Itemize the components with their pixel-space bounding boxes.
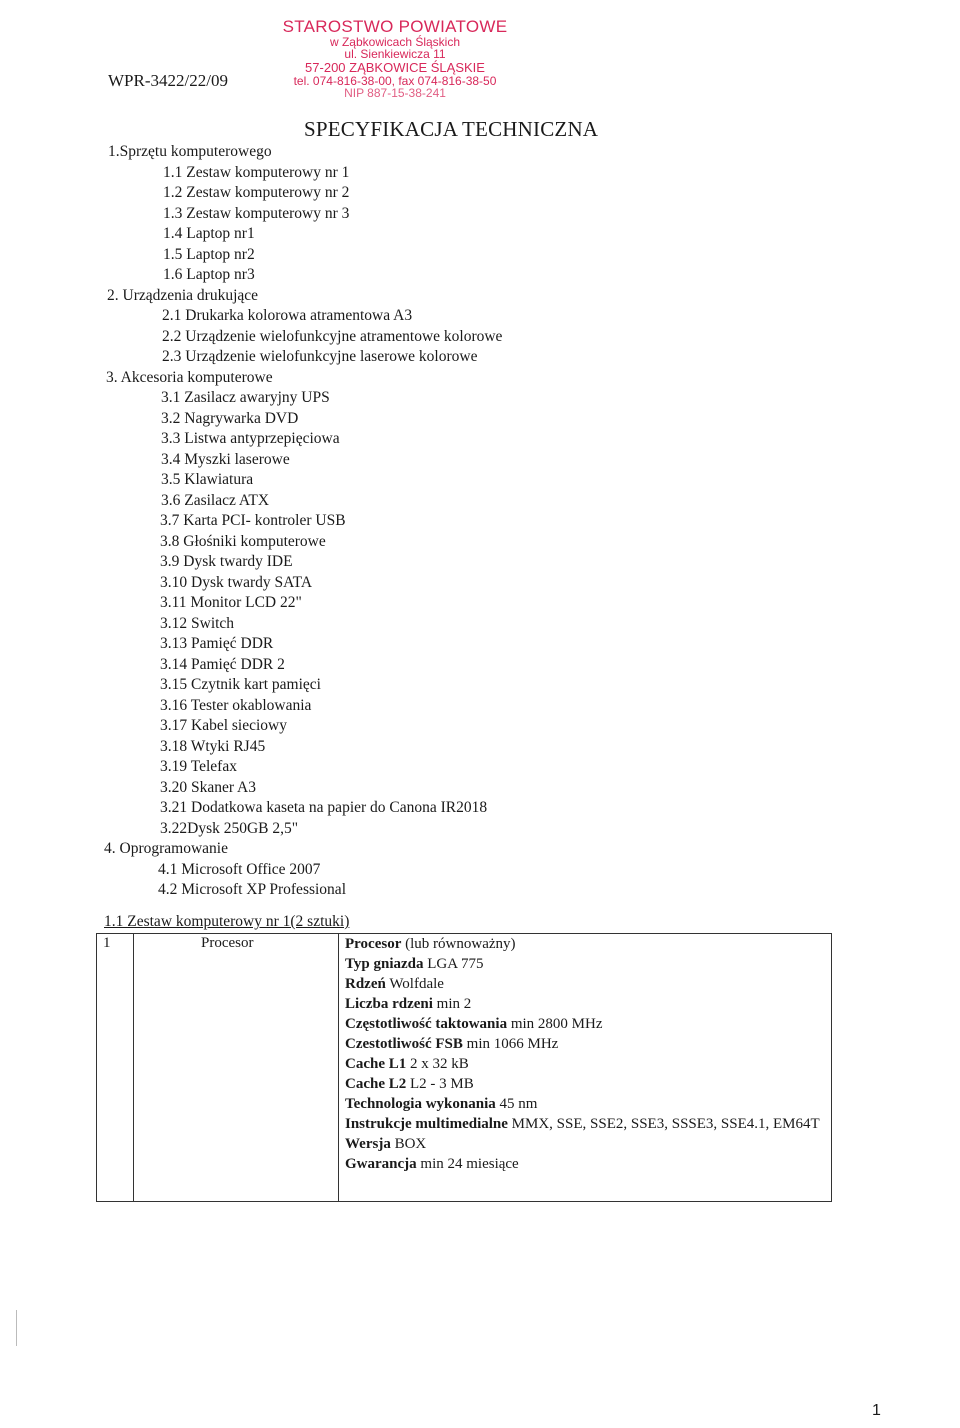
document-title: SPECYFIKACJA TECHNICZNA xyxy=(304,117,599,141)
param-label: Cache L1 xyxy=(345,1056,407,1072)
stamp-line: NIP 887-15-38-241 xyxy=(344,86,446,101)
spec-row xyxy=(345,994,825,1014)
toc-item: 3.4 Myszki laserowe xyxy=(161,450,290,468)
param-label: Czestotliwość FSB xyxy=(345,1036,463,1052)
spec-row xyxy=(345,1134,825,1154)
scan-edge-mark xyxy=(16,1310,17,1346)
param-value: min 2800 MHz xyxy=(507,1016,603,1032)
param-value: L2 - 3 MB xyxy=(406,1076,474,1092)
spec-table xyxy=(96,933,832,1202)
toc-item: 3.21 Dodatkowa kaseta na papier do Canona IR2018 xyxy=(160,799,488,816)
param-label: Wersja xyxy=(345,1136,391,1152)
toc-item: 3.1 Zasilacz awaryjny UPS xyxy=(161,389,330,406)
toc-item: 3.12 Switch xyxy=(160,614,235,632)
toc-item: 3.22Dysk 250GB 2,5" xyxy=(160,819,299,837)
toc-item: 2.2 Urządzenie wielofunkcyjne atramentowe kolorowe xyxy=(162,327,503,345)
toc-item: 3. Akcesoria komputerowe xyxy=(106,368,273,386)
toc-item: 3.2 Nagrywarka DVD xyxy=(161,409,299,427)
column-divider xyxy=(338,934,339,1201)
toc-item: 3.13 Pamięć DDR xyxy=(160,635,274,652)
param-value: 45 nm xyxy=(495,1096,538,1112)
toc-item: 3.18 Wtyki RJ45 xyxy=(160,737,266,755)
toc-item: 3.19 Telefax xyxy=(160,758,237,775)
toc-item: 3.9 Dysk twardy IDE xyxy=(160,553,293,570)
toc-item: 1.1 Zestaw komputerowy nr 1 xyxy=(163,163,350,181)
spec-row xyxy=(345,1054,825,1074)
toc-item: 3.20 Skaner A3 xyxy=(160,778,257,796)
spec-row xyxy=(345,974,825,994)
toc-item: 1.6 Laptop nr3 xyxy=(163,266,255,283)
spec-row xyxy=(345,1094,825,1114)
spec-caption: 1.1 Zestaw komputerowy nr 1(2 sztuki) xyxy=(104,913,350,930)
spec-row xyxy=(345,934,825,954)
param-label: Technologia wykonania xyxy=(345,1096,496,1112)
toc-item: 3.16 Tester okablowania xyxy=(160,696,312,714)
toc-item: 3.7 Karta PCI- kontroler USB xyxy=(160,512,346,529)
toc-item: 3.11 Monitor LCD 22" xyxy=(160,594,302,611)
toc-item: 1.3 Zestaw komputerowy nr 3 xyxy=(163,204,350,222)
toc-item: 2.3 Urządzenie wielofunkcyjne laserowe kolorowe xyxy=(162,348,478,365)
spec-row xyxy=(345,1014,825,1034)
toc-item: 3.14 Pamięć DDR 2 xyxy=(160,655,285,673)
toc-item: 1.Sprzętu komputerowego xyxy=(108,143,272,160)
stamp-title: STAROSTWO POWIATOWE xyxy=(282,17,508,36)
toc-item: 4.2 Microsoft XP Professional xyxy=(158,881,346,898)
param-label: Cache L2 xyxy=(345,1076,407,1092)
param-value: 2 x 32 kB xyxy=(406,1056,469,1072)
toc-item: 2.1 Drukarka kolorowa atramentowa A3 xyxy=(162,307,413,324)
param-label: Procesor xyxy=(345,936,402,952)
param-label: Rdzeń xyxy=(345,976,386,992)
page-number: 1 xyxy=(872,1402,881,1419)
toc-item: 2. Urządzenia drukujące xyxy=(107,286,259,304)
toc-item: 1.2 Zestaw komputerowy nr 2 xyxy=(163,184,350,201)
spec-row xyxy=(345,1154,825,1174)
param-value: LGA 775 xyxy=(423,956,484,972)
param-value: min 2 xyxy=(432,996,472,1012)
toc-item: 3.6 Zasilacz ATX xyxy=(161,491,270,509)
stamp-line: 57-200 ZĄBKOWICE ŚLĄSKIE xyxy=(305,60,485,76)
param-label: Gwarancja xyxy=(345,1156,417,1172)
row-number: 1 xyxy=(103,935,111,951)
column-divider xyxy=(133,934,134,1201)
param-label: Częstotliwość taktowania xyxy=(345,1016,508,1032)
stamp-line: ul. Sienkiewicza 11 xyxy=(344,47,446,62)
toc-item: 4.1 Microsoft Office 2007 xyxy=(158,860,321,878)
param-value: min 1066 MHz xyxy=(462,1036,559,1052)
toc-item: 1.4 Laptop nr1 xyxy=(163,225,255,242)
toc-item: 4. Oprogramowanie xyxy=(104,840,228,857)
toc-item: 3.3 Listwa antyprzepięciowa xyxy=(161,430,340,447)
param-label: Instrukcje multimedialne xyxy=(345,1116,508,1132)
toc-item: 3.17 Kabel sieciowy xyxy=(160,717,287,734)
toc-item: 3.5 Klawiatura xyxy=(161,471,254,488)
param-value: MMX, SSE, SSE2, SSE3, SSSE3, SSE4.1, EM64T xyxy=(507,1116,820,1132)
toc-item: 3.8 Głośniki komputerowe xyxy=(160,532,326,550)
toc-item: 3.10 Dysk twardy SATA xyxy=(160,573,313,591)
param-label: Liczba rdzeni xyxy=(345,996,433,1012)
param-value: BOX xyxy=(390,1136,427,1152)
stamp-line: tel. 074-816-38-00, fax 074-816-38-50 xyxy=(293,73,497,88)
spec-row xyxy=(345,1074,825,1094)
reference-number: WPR-3422/22/09 xyxy=(108,71,228,90)
param-label: Typ gniazda xyxy=(345,956,424,972)
spec-row xyxy=(345,1114,825,1134)
toc-item: 3.15 Czytnik kart pamięci xyxy=(160,676,321,693)
spec-row xyxy=(345,954,825,974)
office-stamp xyxy=(282,18,508,100)
param-value: min 24 miesiące xyxy=(416,1156,519,1172)
spec-row xyxy=(345,1034,825,1054)
param-value: (lub równoważny) xyxy=(401,936,516,952)
param-value: Wolfdale xyxy=(385,976,444,992)
component-name: Procesor xyxy=(201,935,254,951)
stamp-line: w Ząbkowicach Śląskich xyxy=(329,34,461,49)
spec-parameters xyxy=(345,934,825,1174)
toc-item: 1.5 Laptop nr2 xyxy=(163,245,255,263)
